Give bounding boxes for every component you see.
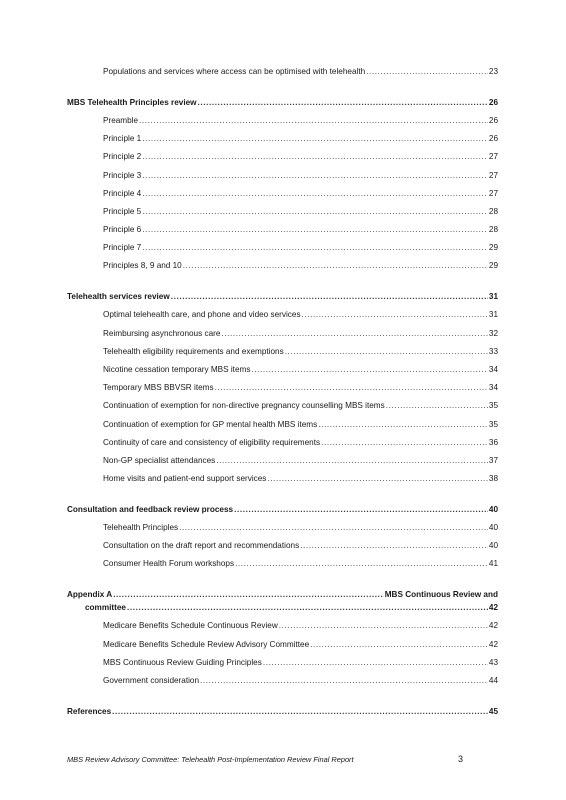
toc-leader-dots bbox=[267, 473, 488, 484]
toc-entry-title: References bbox=[67, 706, 112, 716]
toc-leader-dots bbox=[234, 504, 488, 515]
toc-page-number: 29 bbox=[488, 261, 498, 271]
toc-entry-title: Home visits and patient-end support services bbox=[103, 474, 267, 484]
toc-entry-title: Principle 4 bbox=[103, 188, 142, 198]
toc-leader-dots bbox=[216, 455, 488, 466]
toc-entry[interactable] bbox=[67, 224, 498, 242]
toc-leader-dots bbox=[285, 346, 488, 357]
footer-text: MBS Review Advisory Committee: Telehealth Post-Implementation Review Final Report bbox=[67, 755, 354, 764]
toc-page-number: 31 bbox=[488, 310, 498, 320]
toc-entry[interactable] bbox=[67, 639, 498, 657]
toc-entry[interactable] bbox=[67, 66, 498, 84]
toc-leader-dots bbox=[142, 206, 488, 217]
toc-entry-title: Continuation of exemption for non-directive pregnancy counselling MBS items bbox=[103, 401, 385, 411]
toc-leader-dots bbox=[300, 540, 488, 551]
toc-leader-dots bbox=[113, 589, 384, 600]
toc-leader-dots bbox=[366, 66, 488, 77]
toc-entry[interactable] bbox=[67, 437, 498, 455]
toc-entry[interactable] bbox=[67, 419, 498, 437]
toc-leader-dots bbox=[215, 382, 488, 393]
toc-entry[interactable] bbox=[67, 540, 498, 558]
toc-page-number: 45 bbox=[488, 706, 498, 716]
toc-entry-title: Temporary MBS BBVSR items bbox=[103, 383, 214, 393]
toc-leader-dots bbox=[263, 657, 488, 668]
toc-entry-title: Optimal telehealth care, and phone and video services bbox=[103, 310, 301, 320]
toc-entry[interactable] bbox=[67, 188, 498, 206]
toc-page-number: 33 bbox=[488, 346, 498, 356]
toc-page-number: 31 bbox=[488, 292, 498, 302]
toc-page-number: 32 bbox=[488, 328, 498, 338]
toc-entry-title: Consultation on the draft report and recommendations bbox=[103, 541, 300, 551]
toc-leader-dots bbox=[198, 97, 488, 108]
toc-entry-heading-cont[interactable] bbox=[67, 602, 498, 620]
toc-spacer bbox=[67, 693, 498, 706]
toc-page-number: 37 bbox=[488, 455, 498, 465]
toc-page-number: 27 bbox=[488, 170, 498, 180]
toc-page-number: 38 bbox=[488, 474, 498, 484]
page-number: 3 bbox=[458, 754, 464, 764]
toc-leader-dots bbox=[302, 309, 488, 320]
toc-page-number: 35 bbox=[488, 401, 498, 411]
toc-entry-title: Populations and services where access can be optimised with telehealth bbox=[103, 67, 366, 76]
toc-page-number: 42 bbox=[488, 639, 498, 649]
toc-page-number: 34 bbox=[488, 383, 498, 393]
toc-page-number: 23 bbox=[488, 67, 498, 76]
toc-entry[interactable] bbox=[67, 206, 498, 224]
toc-page-number: 26 bbox=[488, 134, 498, 144]
toc-entry[interactable] bbox=[67, 151, 498, 169]
toc-entry-heading[interactable] bbox=[67, 504, 498, 522]
toc-spacer bbox=[67, 491, 498, 504]
toc-entry-title: Telehealth eligibility requirements and exemptions bbox=[103, 346, 284, 356]
toc-entry-title: Preamble bbox=[103, 115, 139, 125]
toc-entry-title: Consumer Health Forum workshops bbox=[103, 559, 235, 569]
toc-entry[interactable] bbox=[67, 133, 498, 151]
toc-page-number: 27 bbox=[488, 188, 498, 198]
toc-entry-title: Principle 5 bbox=[103, 206, 142, 216]
toc-entry-title: Principle 3 bbox=[103, 170, 142, 180]
toc-page-number: 29 bbox=[488, 243, 498, 253]
toc-leader-dots bbox=[279, 620, 488, 631]
toc-entry[interactable] bbox=[67, 675, 498, 693]
toc-entry-title: Continuation of exemption for GP mental health MBS items bbox=[103, 419, 318, 429]
toc-leader-dots bbox=[142, 242, 488, 253]
toc-entry[interactable] bbox=[67, 346, 498, 364]
toc-entry[interactable] bbox=[67, 522, 498, 540]
toc-leader-dots bbox=[142, 170, 488, 181]
toc-page-number: 40 bbox=[488, 523, 498, 533]
toc-page-number: 28 bbox=[488, 225, 498, 235]
toc-entry[interactable] bbox=[67, 657, 498, 675]
toc-entry-title: Continuity of care and consistency of eligibility requirements bbox=[103, 437, 321, 447]
table-of-contents bbox=[67, 66, 498, 724]
toc-entry-title: MBS Continuous Review Guiding Principles bbox=[103, 657, 262, 667]
toc-page-number: 42 bbox=[488, 621, 498, 631]
toc-page-number: 26 bbox=[488, 115, 498, 125]
toc-entry-title: Telehealth Principles bbox=[103, 523, 179, 533]
toc-entry-title: Appendix A bbox=[67, 590, 113, 600]
toc-entry-title: Medicare Benefits Schedule Continuous Review bbox=[103, 621, 278, 631]
toc-entry[interactable] bbox=[67, 558, 498, 576]
toc-page-number: 44 bbox=[488, 676, 498, 685]
toc-page-number: 36 bbox=[488, 437, 498, 447]
toc-entry-title: Reimbursing asynchronous care bbox=[103, 328, 221, 338]
toc-entry-title-cont: committee bbox=[85, 603, 126, 613]
toc-entry[interactable] bbox=[67, 260, 498, 278]
toc-entry-title: Consultation and feedback review process bbox=[67, 504, 234, 514]
toc-entry[interactable] bbox=[67, 455, 498, 473]
toc-spacer bbox=[67, 577, 498, 590]
toc-entry-title: Medicare Benefits Schedule Review Advisory Committee bbox=[103, 639, 310, 649]
toc-leader-dots bbox=[171, 291, 488, 302]
toc-entry-title: Telehealth services review bbox=[67, 292, 170, 302]
toc-page-number: 40 bbox=[488, 541, 498, 551]
toc-page-number: 41 bbox=[488, 559, 498, 569]
toc-spacer bbox=[67, 84, 498, 97]
toc-entry-title-cont: MBS Continuous Review and bbox=[384, 590, 498, 600]
toc-page-number: 27 bbox=[488, 152, 498, 162]
toc-entry-title: Non-GP specialist attendances bbox=[103, 455, 216, 465]
toc-entry[interactable] bbox=[67, 309, 498, 327]
toc-entry-title: Principle 7 bbox=[103, 243, 142, 253]
toc-entry-title: Nicotine cessation temporary MBS items bbox=[103, 365, 251, 374]
toc-entry-heading[interactable] bbox=[67, 97, 498, 115]
toc-leader-dots bbox=[386, 400, 488, 411]
toc-leader-dots bbox=[235, 558, 488, 569]
toc-leader-dots bbox=[310, 639, 488, 650]
toc-leader-dots bbox=[179, 522, 488, 533]
toc-leader-dots bbox=[142, 151, 488, 162]
toc-entry-heading[interactable] bbox=[67, 291, 498, 309]
toc-entry[interactable] bbox=[67, 473, 498, 491]
toc-entry[interactable] bbox=[67, 364, 498, 382]
toc-leader-dots bbox=[142, 133, 488, 144]
toc-entry-heading[interactable] bbox=[67, 706, 498, 724]
toc-leader-dots bbox=[200, 675, 488, 686]
toc-entry-title: MBS Telehealth Principles review bbox=[67, 97, 197, 107]
toc-leader-dots bbox=[221, 328, 487, 339]
toc-leader-dots bbox=[321, 437, 488, 448]
toc-page-number: 43 bbox=[488, 657, 498, 667]
toc-entry[interactable] bbox=[67, 170, 498, 188]
toc-page-number: 26 bbox=[488, 97, 498, 107]
toc-leader-dots bbox=[183, 260, 488, 271]
toc-leader-dots bbox=[142, 188, 488, 199]
toc-page-number: 34 bbox=[488, 365, 498, 374]
toc-leader-dots bbox=[318, 419, 488, 430]
toc-entry-title: Principle 1 bbox=[103, 134, 142, 144]
toc-page-number: 40 bbox=[488, 504, 498, 514]
toc-leader-dots bbox=[142, 224, 488, 235]
toc-leader-dots bbox=[112, 706, 488, 717]
toc-entry[interactable] bbox=[67, 242, 498, 260]
toc-entry[interactable] bbox=[67, 115, 498, 133]
toc-entry[interactable] bbox=[67, 382, 498, 400]
toc-entry[interactable] bbox=[67, 620, 498, 638]
toc-page-number: 28 bbox=[488, 206, 498, 216]
toc-leader-dots bbox=[139, 115, 488, 126]
toc-entry[interactable] bbox=[67, 400, 498, 418]
toc-entry-title: Principle 6 bbox=[103, 225, 142, 235]
toc-entry-title: Government consideration bbox=[103, 676, 200, 685]
toc-leader-dots bbox=[127, 602, 488, 613]
toc-entry[interactable] bbox=[67, 328, 498, 346]
toc-leader-dots bbox=[251, 364, 487, 375]
toc-entry-title: Principles 8, 9 and 10 bbox=[103, 261, 182, 271]
toc-page-number: 42 bbox=[488, 603, 498, 613]
toc-entry-title: Principle 2 bbox=[103, 152, 142, 162]
toc-spacer bbox=[67, 279, 498, 292]
toc-entry-heading[interactable] bbox=[67, 589, 498, 602]
toc-page-number: 35 bbox=[488, 419, 498, 429]
